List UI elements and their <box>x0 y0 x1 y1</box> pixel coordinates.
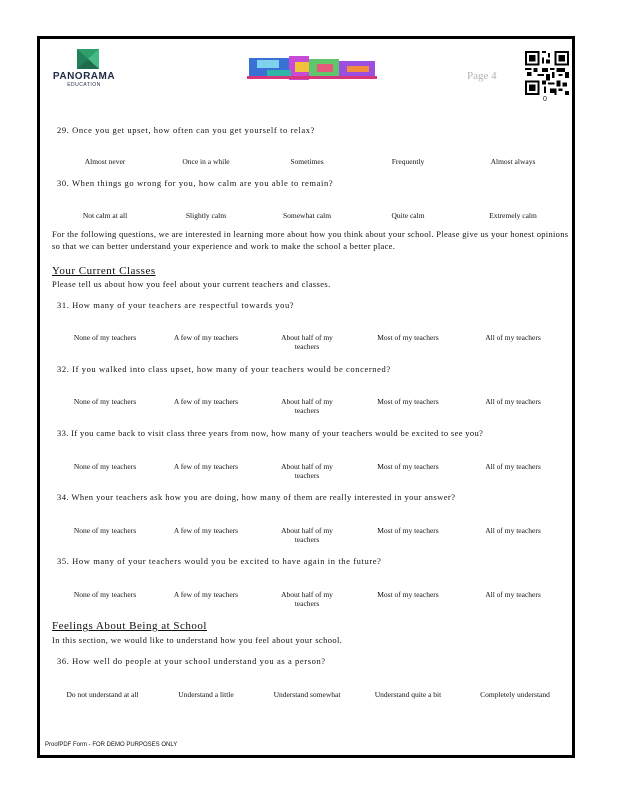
question-33: 33. If you came back to visit class three years from now, how many of your teachers would be excited to see you? <box>57 428 484 438</box>
footer-note: ProofPDF Form - FOR DEMO PURPOSES ONLY <box>45 742 178 748</box>
q32-option-1[interactable]: None of my teachers <box>73 397 137 406</box>
brand-name: PANORAMA <box>52 71 116 82</box>
q33-option-4[interactable]: Most of my teachers <box>377 462 439 471</box>
q36-option-4[interactable]: Understand quite a bit <box>374 690 442 699</box>
intro-paragraph: For the following questions, we are interested in learning more about how you think about your school. Please give us your honest opinions so that we can better understand your experience and work to make the school a better place. <box>52 229 569 251</box>
question-31: 31. How many of your teachers are respectful towards you? <box>57 300 295 310</box>
brand-subtitle: EDUCATION <box>67 82 101 88</box>
q33-option-3[interactable]: About half of my teachers <box>281 462 333 480</box>
q29-option-3[interactable]: Sometimes <box>290 157 324 166</box>
q36-option-1[interactable]: Do not understand at all <box>66 690 139 699</box>
page-number: Page 4 <box>467 70 497 82</box>
section-intro-classes: Please tell us about how you feel about your current teachers and classes. <box>52 279 331 289</box>
panorama-logo-icon <box>75 47 101 71</box>
q32-option-2[interactable]: A few of my teachers <box>173 397 239 406</box>
survey-page <box>37 36 575 758</box>
q30-option-2[interactable]: Slightly calm <box>185 211 227 220</box>
q30-option-1[interactable]: Not calm at all <box>82 211 128 220</box>
q36-option-3[interactable]: Understand somewhat <box>273 690 341 699</box>
q29-option-2[interactable]: Once in a while <box>182 157 230 166</box>
q32-option-4[interactable]: Most of my teachers <box>377 397 439 406</box>
q34-option-1[interactable]: None of my teachers <box>73 526 137 535</box>
section-intro-school: In this section, we would like to understand how you feel about your school. <box>52 635 343 645</box>
q35-option-2[interactable]: A few of my teachers <box>173 590 239 599</box>
q36-option-5[interactable]: Completely understand <box>480 690 550 699</box>
q31-option-3[interactable]: About half of my teachers <box>281 333 333 351</box>
q31-option-1[interactable]: None of my teachers <box>73 333 137 342</box>
q33-option-5[interactable]: All of my teachers <box>485 462 541 471</box>
survey-banner-image <box>247 56 377 80</box>
q35-option-5[interactable]: All of my teachers <box>485 590 541 599</box>
q35-option-1[interactable]: None of my teachers <box>73 590 137 599</box>
question-30: 30. When things go wrong for you, how calm are you able to remain? <box>57 178 334 188</box>
qr-code-icon <box>525 51 569 95</box>
q30-option-5[interactable]: Extremely calm <box>489 211 537 220</box>
q29-option-1[interactable]: Almost never <box>84 157 126 166</box>
question-34: 34. When your teachers ask how you are doing, how many of them are really interested in your answer? <box>57 492 456 502</box>
q34-option-4[interactable]: Most of my teachers <box>377 526 439 535</box>
q34-option-3[interactable]: About half of my teachers <box>281 526 333 544</box>
q34-option-5[interactable]: All of my teachers <box>485 526 541 535</box>
q33-option-2[interactable]: A few of my teachers <box>173 462 239 471</box>
q35-option-4[interactable]: Most of my teachers <box>377 590 439 599</box>
q32-option-3[interactable]: About half of my teachers <box>281 397 333 415</box>
q29-option-5[interactable]: Almost always <box>490 157 536 166</box>
q31-option-4[interactable]: Most of my teachers <box>377 333 439 342</box>
q30-option-4[interactable]: Quite calm <box>391 211 425 220</box>
question-35: 35. How many of your teachers would you be excited to have again in the future? <box>57 556 382 566</box>
q30-option-3[interactable]: Somewhat calm <box>282 211 332 220</box>
qr-caption: 0 <box>543 96 547 103</box>
q31-option-2[interactable]: A few of my teachers <box>173 333 239 342</box>
question-32: 32. If you walked into class upset, how many of your teachers would be concerned? <box>57 364 391 374</box>
q35-option-3[interactable]: About half of my teachers <box>281 590 333 608</box>
question-29: 29. Once you get upset, how often can you get yourself to relax? <box>57 125 315 135</box>
q32-option-5[interactable]: All of my teachers <box>485 397 541 406</box>
q31-option-5[interactable]: All of my teachers <box>485 333 541 342</box>
q36-option-2[interactable]: Understand a little <box>178 690 234 699</box>
q34-option-2[interactable]: A few of my teachers <box>173 526 239 535</box>
question-36: 36. How well do people at your school understand you as a person? <box>57 656 326 666</box>
section-title-school: Feelings About Being at School <box>52 620 207 632</box>
section-title-classes: Your Current Classes <box>52 265 156 277</box>
q29-option-4[interactable]: Frequently <box>391 157 425 166</box>
q33-option-1[interactable]: None of my teachers <box>73 462 137 471</box>
